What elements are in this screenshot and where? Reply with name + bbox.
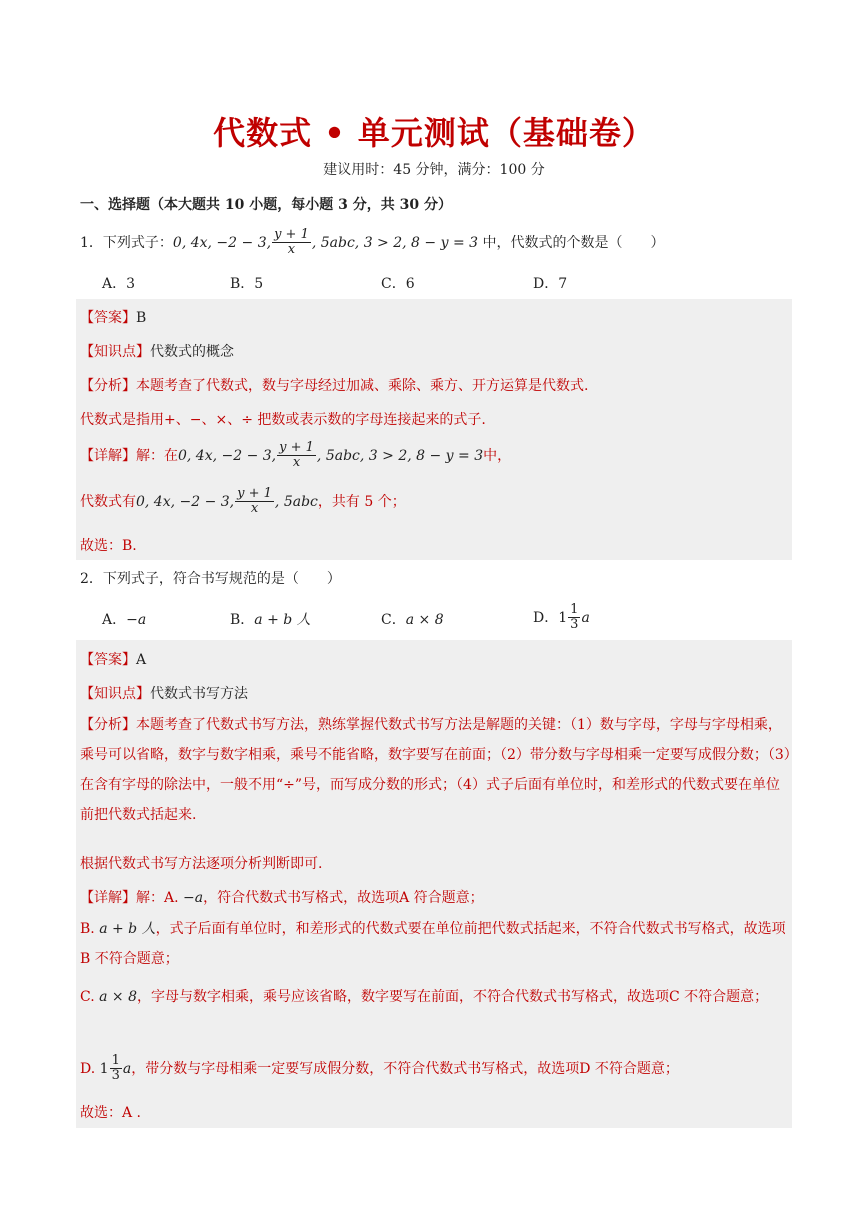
detail-expr-a: 0, 4x, −2 − 3, — [178, 447, 277, 464]
question-2-options — [102, 603, 702, 637]
page-subtitle: 建议用时：45 分钟，满分：100 分 — [323, 162, 545, 178]
detail2-expr-b: , 5abc — [274, 493, 318, 510]
detail-tag-2: 【详解】 — [80, 890, 136, 906]
question-1-prefix: 1．下列式子： — [80, 234, 173, 251]
analysis-line-2b: 根据代数式书写方法逐项分析判断即可. — [80, 856, 323, 872]
knowledge-line-2 — [80, 683, 248, 703]
detail-a-prefix: 解：A. — [136, 890, 179, 906]
q2-opt-c-expr: a × 8 — [405, 612, 444, 628]
q2-opt-a-expr: −a — [126, 612, 147, 628]
q1-fraction — [272, 228, 311, 258]
q2-option-a — [102, 609, 146, 629]
detail-d-den: 3 — [111, 1068, 120, 1084]
detail-line-1 — [80, 441, 511, 471]
answer-tag: 【答案】 — [80, 310, 136, 326]
analysis-paragraph-2 — [80, 710, 792, 838]
detail-d-mixed — [100, 1054, 132, 1084]
detail2-suffix: ，共有 5 个； — [317, 493, 406, 510]
option-d: D．7 — [533, 276, 568, 292]
detail-d-text: ，带分数与字母相乘一定要写成假分数，不符合代数式书写格式，故选项D 不符合题意； — [131, 1060, 679, 1077]
detail-line-1b — [80, 487, 406, 517]
option-c: C．6 — [381, 276, 415, 292]
q2-opt-d-whole: 1 — [558, 609, 568, 626]
answer-line-1 — [80, 307, 146, 327]
answer-line-2 — [80, 649, 146, 669]
q2-option-d — [533, 603, 590, 633]
q2-opt-d-frac — [568, 603, 580, 633]
q1-frac-num: y + 1 — [274, 227, 309, 242]
detail-a-text: ，符合代数式书写格式，故选项A 符合题意； — [203, 890, 484, 906]
page-title: 代数式 • 单元测试（基础卷） — [213, 114, 655, 152]
detail-frac-num: y + 1 — [279, 440, 314, 455]
analysis-text: 本题考查了代数式，数与字母经过加减、乘除、乘方、开方运算是代数式. — [136, 378, 589, 394]
q2-opt-d-label: D． — [533, 609, 559, 626]
detail-c-text: ，字母与数字相乘，乘号应该省略，数字要写在前面，不符合代数式书写格式，故选项C 不符合题意； — [137, 989, 769, 1005]
section-heading: 一、选择题（本大题共 10 小题，每小题 3 分，共 30 分） — [80, 197, 452, 213]
detail2-expr-a: 0, 4x, −2 − 3, — [136, 493, 235, 510]
analysis-tag-2: 【分析】 — [80, 717, 136, 733]
analysis-line-1b: 代数式是指用+、−、×、÷ 把数或表示数的字母连接起来的式子. — [80, 412, 486, 428]
detail-d-frac — [110, 1054, 122, 1084]
question-1 — [80, 228, 665, 258]
detail-d-prefix: D. — [80, 1060, 96, 1077]
option-b: B．5 — [230, 276, 264, 292]
q2-opt-d-mixed — [558, 603, 590, 633]
detail2-frac-den: x — [250, 501, 259, 517]
conclusion-1: 故选：B. — [80, 538, 137, 554]
detail-line-2d — [80, 1054, 679, 1084]
detail-tag: 【详解】 — [80, 447, 136, 464]
detail-d-var: a — [122, 1060, 132, 1077]
q2-opt-d-var: a — [581, 609, 590, 626]
analysis-text-2: 本题考查了代数式书写方法，熟练掌握代数式书写方法是解题的关键：（1）数与字母，字母与字母相乘，乘号可以省略，数字与数字相乘，乘号不能省略，数字要写在前面；（2）带分数与字母相乘一定要写成假分数；（3）在含有字母的除法中，一般不用“÷”号，而写成分数的形式；（4）式子后面有单位时，和差形式的代数式要在单位前把代数式括起来. — [80, 717, 791, 823]
detail2-prefix: 代数式有 — [80, 493, 136, 510]
knowledge-line-1 — [80, 341, 234, 361]
conclusion-2: 故选：A . — [80, 1105, 142, 1121]
q2-opt-b-expr: a + b 人 — [254, 612, 311, 628]
answer-value-2: A — [136, 652, 147, 668]
answer-value: B — [136, 310, 147, 326]
detail-expr-b: , 5abc, 3 > 2, 8 − y = 3 — [316, 447, 484, 464]
detail-line-2a — [80, 887, 484, 907]
analysis-line-1 — [80, 375, 588, 395]
detail-b-text: ，式子后面有单位时，和差形式的代数式要在单位前把代数式括起来，不符合代数式书写格式，故选项B 不符合题意； — [80, 921, 786, 967]
detail-fraction — [277, 441, 316, 471]
knowledge-tag-2: 【知识点】 — [80, 686, 150, 702]
detail-b-prefix: B. — [80, 921, 95, 937]
detail-paragraph-2b — [80, 914, 792, 976]
detail2-frac-num: y + 1 — [237, 486, 272, 501]
detail-d-num: 1 — [111, 1053, 120, 1068]
q2-opt-c-label: C． — [381, 612, 406, 628]
detail-d-whole: 1 — [99, 1060, 109, 1077]
detail-c-expr: a × 8 — [99, 989, 138, 1005]
q2-opt-b-label: B． — [230, 612, 255, 628]
answer-tag-2: 【答案】 — [80, 652, 136, 668]
detail-c-prefix: C. — [80, 989, 95, 1005]
question-2: 2．下列式子，符合书写规范的是（ ） — [80, 571, 341, 587]
q1-frac-den: x — [287, 242, 296, 258]
q1-expr-b: , 5abc, 3 > 2, 8 − y = 3 — [311, 234, 479, 251]
detail-a-expr: −a — [183, 890, 204, 906]
knowledge-tag: 【知识点】 — [80, 344, 150, 360]
detail-prefix: 解：在 — [136, 447, 178, 464]
q1-expr-a: 0, 4x, −2 − 3, — [172, 234, 272, 251]
detail-paragraph-2c — [80, 982, 792, 1044]
q2-option-c — [381, 609, 444, 629]
question-1-suffix: 中，代数式的个数是（ ） — [478, 234, 665, 251]
knowledge-text: 代数式的概念 — [150, 344, 234, 360]
solution-box-1 — [76, 299, 792, 560]
analysis-tag: 【分析】 — [80, 378, 136, 394]
question-1-options — [102, 273, 702, 295]
detail2-fraction — [235, 487, 274, 517]
q2-opt-d-num: 1 — [570, 602, 579, 617]
knowledge-text-2: 代数式书写方法 — [150, 686, 248, 702]
option-a: A．3 — [102, 276, 136, 292]
detail-suffix: 中， — [483, 447, 512, 464]
detail-frac-den: x — [292, 455, 301, 471]
q2-opt-a-label: A． — [102, 612, 127, 628]
detail-b-expr: a + b 人 — [99, 921, 156, 937]
q2-option-b — [230, 609, 311, 629]
q2-opt-d-den: 3 — [570, 617, 579, 633]
